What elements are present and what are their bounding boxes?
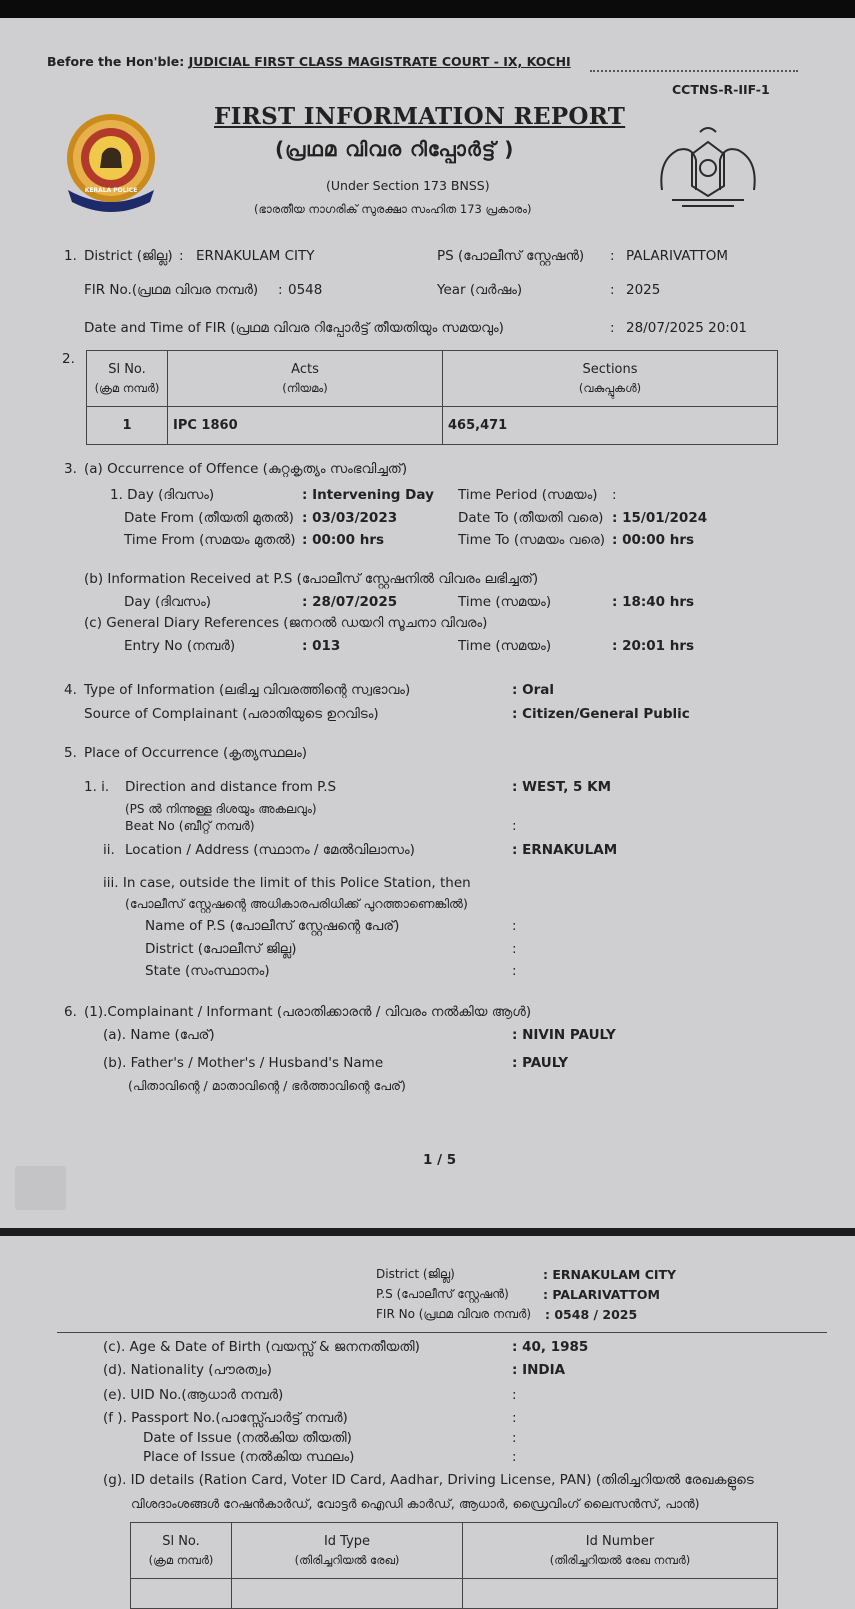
status-bar (0, 0, 855, 18)
location-value: : ERNAKULAM (512, 842, 618, 858)
p2-district-value: : ERNAKULAM CITY (543, 1267, 677, 1282)
complainant-label: (1).Complainant / Informant (പരാതിക്കാരൻ / വിവരം നൽകിയ ആൾ) (84, 1004, 532, 1020)
beat-label: Beat No (ബീറ്റ് നമ്പർ) (125, 818, 255, 833)
direction-value: : WEST, 5 KM (512, 779, 612, 795)
complainant-name-value: : NIVIN PAULY (512, 1027, 616, 1043)
page-number: 1 / 5 (423, 1152, 457, 1168)
p2-header-rule (57, 1332, 827, 1333)
p2-fir-value: : 0548 / 2025 (545, 1307, 638, 1322)
kerala-state-emblem-icon (652, 120, 764, 216)
id-table-row (131, 1579, 778, 1609)
section5-number: 5. (64, 745, 77, 761)
fir-sep: : (278, 282, 283, 298)
fir-datetime-value: 28/07/2025 20:01 (626, 320, 748, 336)
passport-label: (f ). Passport No.(പാസ്സ്പോർട്ട് നമ്പർ) (103, 1410, 348, 1426)
court-dotted-line (590, 70, 798, 72)
uid-value: : (512, 1387, 517, 1403)
gd-time-label: Time (സമയം) (458, 638, 552, 654)
under-section: (Under Section 173 BNSS) (326, 178, 490, 193)
time-from-label: Time From (സമയം മുതൽ) (124, 532, 296, 548)
id-row-number (463, 1579, 778, 1609)
id-type-header: Id Type (തിരിച്ചറിയൽ രേഖ) (232, 1523, 463, 1579)
date-from-value: : 03/03/2023 (302, 510, 398, 526)
under-section-ml: (ഭാരതീയ നാഗരിക് സുരക്ഷാ സംഹിത 173 പ്രകാരം) (254, 202, 532, 216)
other-district-label: District (പോലീസ് ജില്ല) (145, 941, 297, 957)
fir-label: FIR No.(പ്രഥമ വിവര നമ്പർ) (84, 282, 259, 298)
section4-number: 4. (64, 682, 77, 698)
age-value: : 40, 1985 (512, 1339, 589, 1355)
info-day-label: Day (ദിവസം) (124, 594, 212, 610)
p2-fir-label: FIR No (പ്രഥമ വിവര നമ്പർ) (376, 1307, 532, 1321)
year-value: 2025 (626, 282, 661, 298)
outside-limit-label: iii. In case, outside the limit of this Police Station, then (103, 875, 471, 891)
p2-ps-value: : PALARIVATTOM (543, 1287, 660, 1302)
direction-ml: (PS ൽ നിന്നുള്ള ദിശയും അകലവും) (125, 802, 317, 816)
fir-datetime-label: Date and Time of FIR (പ്രഥമ വിവര റിപ്പോർട്ട് തീയതിയും സമയവും) (84, 320, 504, 336)
page-scroll-handle[interactable] (15, 1166, 66, 1210)
time-period-label: Time Period (സമയം) (458, 487, 598, 503)
table-row (87, 407, 778, 445)
date-to-value: : 15/01/2024 (612, 510, 708, 526)
kerala-police-emblem-icon (58, 110, 164, 220)
time-period-value: : (612, 487, 617, 503)
date-to-label: Date To (തീയതി വരെ) (458, 510, 604, 526)
section3-number: 3. (64, 461, 77, 477)
other-ps-name-label: Name of P.S (പോലീസ് സ്റ്റേഷന്റെ പേര്) (145, 918, 400, 934)
section6-number: 6. (64, 1004, 77, 1020)
place-i-num: 1. i. (84, 779, 110, 795)
court-line: Before the Hon'ble: JUDICIAL FIRST CLASS MAGISTRATE COURT - IX, KOCHI (47, 54, 571, 69)
other-district-value: : (512, 941, 517, 957)
time-from-value: : 00:00 hrs (302, 532, 385, 548)
day-value: : Intervening Day (302, 487, 434, 503)
issue-place-label: Place of Issue (നൽകിയ സ്ഥലം) (143, 1449, 355, 1465)
p2-ps-label: P.S (പോലീസ് സ്റ്റേഷൻ) (376, 1287, 509, 1301)
p2-district-label: District (ജില്ല) (376, 1267, 455, 1281)
ps-label: PS (പോലീസ് സ്റ്റേഷൻ) (437, 248, 585, 264)
complainant-name-label: (a). Name (പേര്) (103, 1027, 215, 1043)
nationality-label: (d). Nationality (പൗരത്വം) (103, 1362, 272, 1378)
fir-datetime-sep: : (610, 320, 615, 336)
info-type-label: Type of Information (ലഭിച്ച വിവരത്തിന്റെ സ്വഭാവം) (84, 682, 411, 698)
place-label: Place of Occurrence (കൃത്യസ്ഥലം) (84, 745, 308, 761)
info-received-label: (b) Information Received at P.S (പോലീസ് സ്റ്റേഷനിൽ വിവരം ലഭിച്ചത്) (84, 571, 539, 587)
gd-reference-label: (c) General Diary References (ജനറൽ ഡയറി സൂചനാ വിവരം) (84, 615, 488, 631)
other-ps-name-value: : (512, 918, 517, 934)
occurrence-label: (a) Occurrence of Offence (കുറ്റകൃത്യം സംഭവിച്ചത്) (84, 461, 408, 477)
row-act: IPC 1860 (168, 407, 443, 445)
issue-place-value: : (512, 1449, 517, 1465)
time-to-label: Time To (സമയം വരെ) (458, 532, 606, 548)
form-code: CCTNS-R-IIF-1 (672, 82, 770, 97)
year-label: Year (വർഷം) (437, 282, 523, 298)
issue-date-value: : (512, 1430, 517, 1446)
entry-no-value: : 013 (302, 638, 341, 654)
year-sep: : (610, 282, 615, 298)
report-title: FIRST INFORMATION REPORT (214, 103, 626, 130)
beat-value: : (512, 818, 517, 834)
emblem-text: KERALA POLICE (84, 187, 138, 194)
info-day-value: : 28/07/2025 (302, 594, 398, 610)
place-ii-num: ii. (103, 842, 115, 858)
father-name-value: : PAULY (512, 1055, 569, 1071)
id-details-ml: വിശദാംശങ്ങൾ റേഷൻകാർഡ്, വോട്ടർ ഐഡി കാർഡ്, ആധാർ, ഡ്രൈവിംഗ് ലൈസൻസ്, പാൻ) (131, 1496, 700, 1511)
district-sep: : (179, 248, 184, 264)
info-type-value: : Oral (512, 682, 554, 698)
acts-table (86, 350, 778, 445)
id-sl-header: Sl No. (ക്രമ നമ്പർ) (131, 1523, 232, 1579)
acts-header: Acts (നിയമം) (168, 351, 443, 407)
other-state-label: State (സംസ്ഥാനം) (145, 963, 270, 979)
age-label: (c). Age & Date of Birth (വയസ്സ് & ജനനതീയതി) (103, 1339, 420, 1355)
other-state-value: : (512, 963, 517, 979)
info-time-value: : 18:40 hrs (612, 594, 695, 610)
district-label: District (ജില്ല) (84, 248, 173, 264)
passport-value: : (512, 1410, 517, 1426)
father-name-ml: (പിതാവിന്റെ / മാതാവിന്റെ / ഭർത്താവിന്റെ പേര്) (128, 1078, 406, 1093)
acts-table-header (87, 351, 778, 407)
nationality-value: : INDIA (512, 1362, 566, 1378)
outside-limit-ml: (പോലീസ് സ്റ്റേഷന്റെ അധികാരപരിധിക്ക് പുറത്താണെങ്കിൽ) (125, 896, 468, 911)
row-sections: 465,471 (443, 407, 778, 445)
sections-header: Sections (വകുപ്പുകൾ) (443, 351, 778, 407)
id-row-type (232, 1579, 463, 1609)
father-name-label: (b). Father's / Mother's / Husband's Name (103, 1055, 384, 1071)
row-sl: 1 (87, 407, 168, 445)
section2-number: 2. (62, 351, 75, 367)
date-from-label: Date From (തീയതി മുതൽ) (124, 510, 294, 526)
page-separator (0, 1228, 855, 1236)
issue-date-label: Date of Issue (നൽകിയ തീയതി) (143, 1430, 352, 1446)
section1-number: 1. (64, 248, 77, 264)
time-to-value: : 00:00 hrs (612, 532, 695, 548)
gd-time-value: : 20:01 hrs (612, 638, 695, 654)
id-details-label: (g). ID details (Ration Card, Voter ID Card, Aadhar, Driving License, PAN) (തിരിച്ചറിയൽ രേഖകളുടെ (103, 1472, 754, 1488)
day-label: 1. Day (ദിവസം) (110, 487, 215, 503)
id-row-sl (131, 1579, 232, 1609)
sl-header: Sl No. (ക്രമ നമ്പർ) (87, 351, 168, 407)
id-number-header: Id Number (തിരിച്ചറിയൽ രേഖ നമ്പർ) (463, 1523, 778, 1579)
info-time-label: Time (സമയം) (458, 594, 552, 610)
district-value: ERNAKULAM CITY (196, 248, 315, 264)
fir-value: 0548 (288, 282, 323, 298)
uid-label: (e). UID No.(ആധാർ നമ്പർ) (103, 1387, 284, 1403)
direction-label: Direction and distance from P.S (125, 779, 337, 795)
report-title-ml: (പ്രഥമ വിവര റിപ്പോർട്ട് ) (275, 137, 515, 161)
id-table (130, 1522, 778, 1609)
id-table-header (131, 1523, 778, 1579)
entry-no-label: Entry No (നമ്പർ) (124, 638, 236, 654)
source-value: : Citizen/General Public (512, 706, 690, 722)
location-label: Location / Address (സ്ഥാനം / മേൽവിലാസം) (125, 842, 415, 858)
ps-value: PALARIVATTOM (626, 248, 729, 264)
ps-sep: : (610, 248, 615, 264)
source-label: Source of Complainant (പരാതിയുടെ ഉറവിടം) (84, 706, 379, 722)
